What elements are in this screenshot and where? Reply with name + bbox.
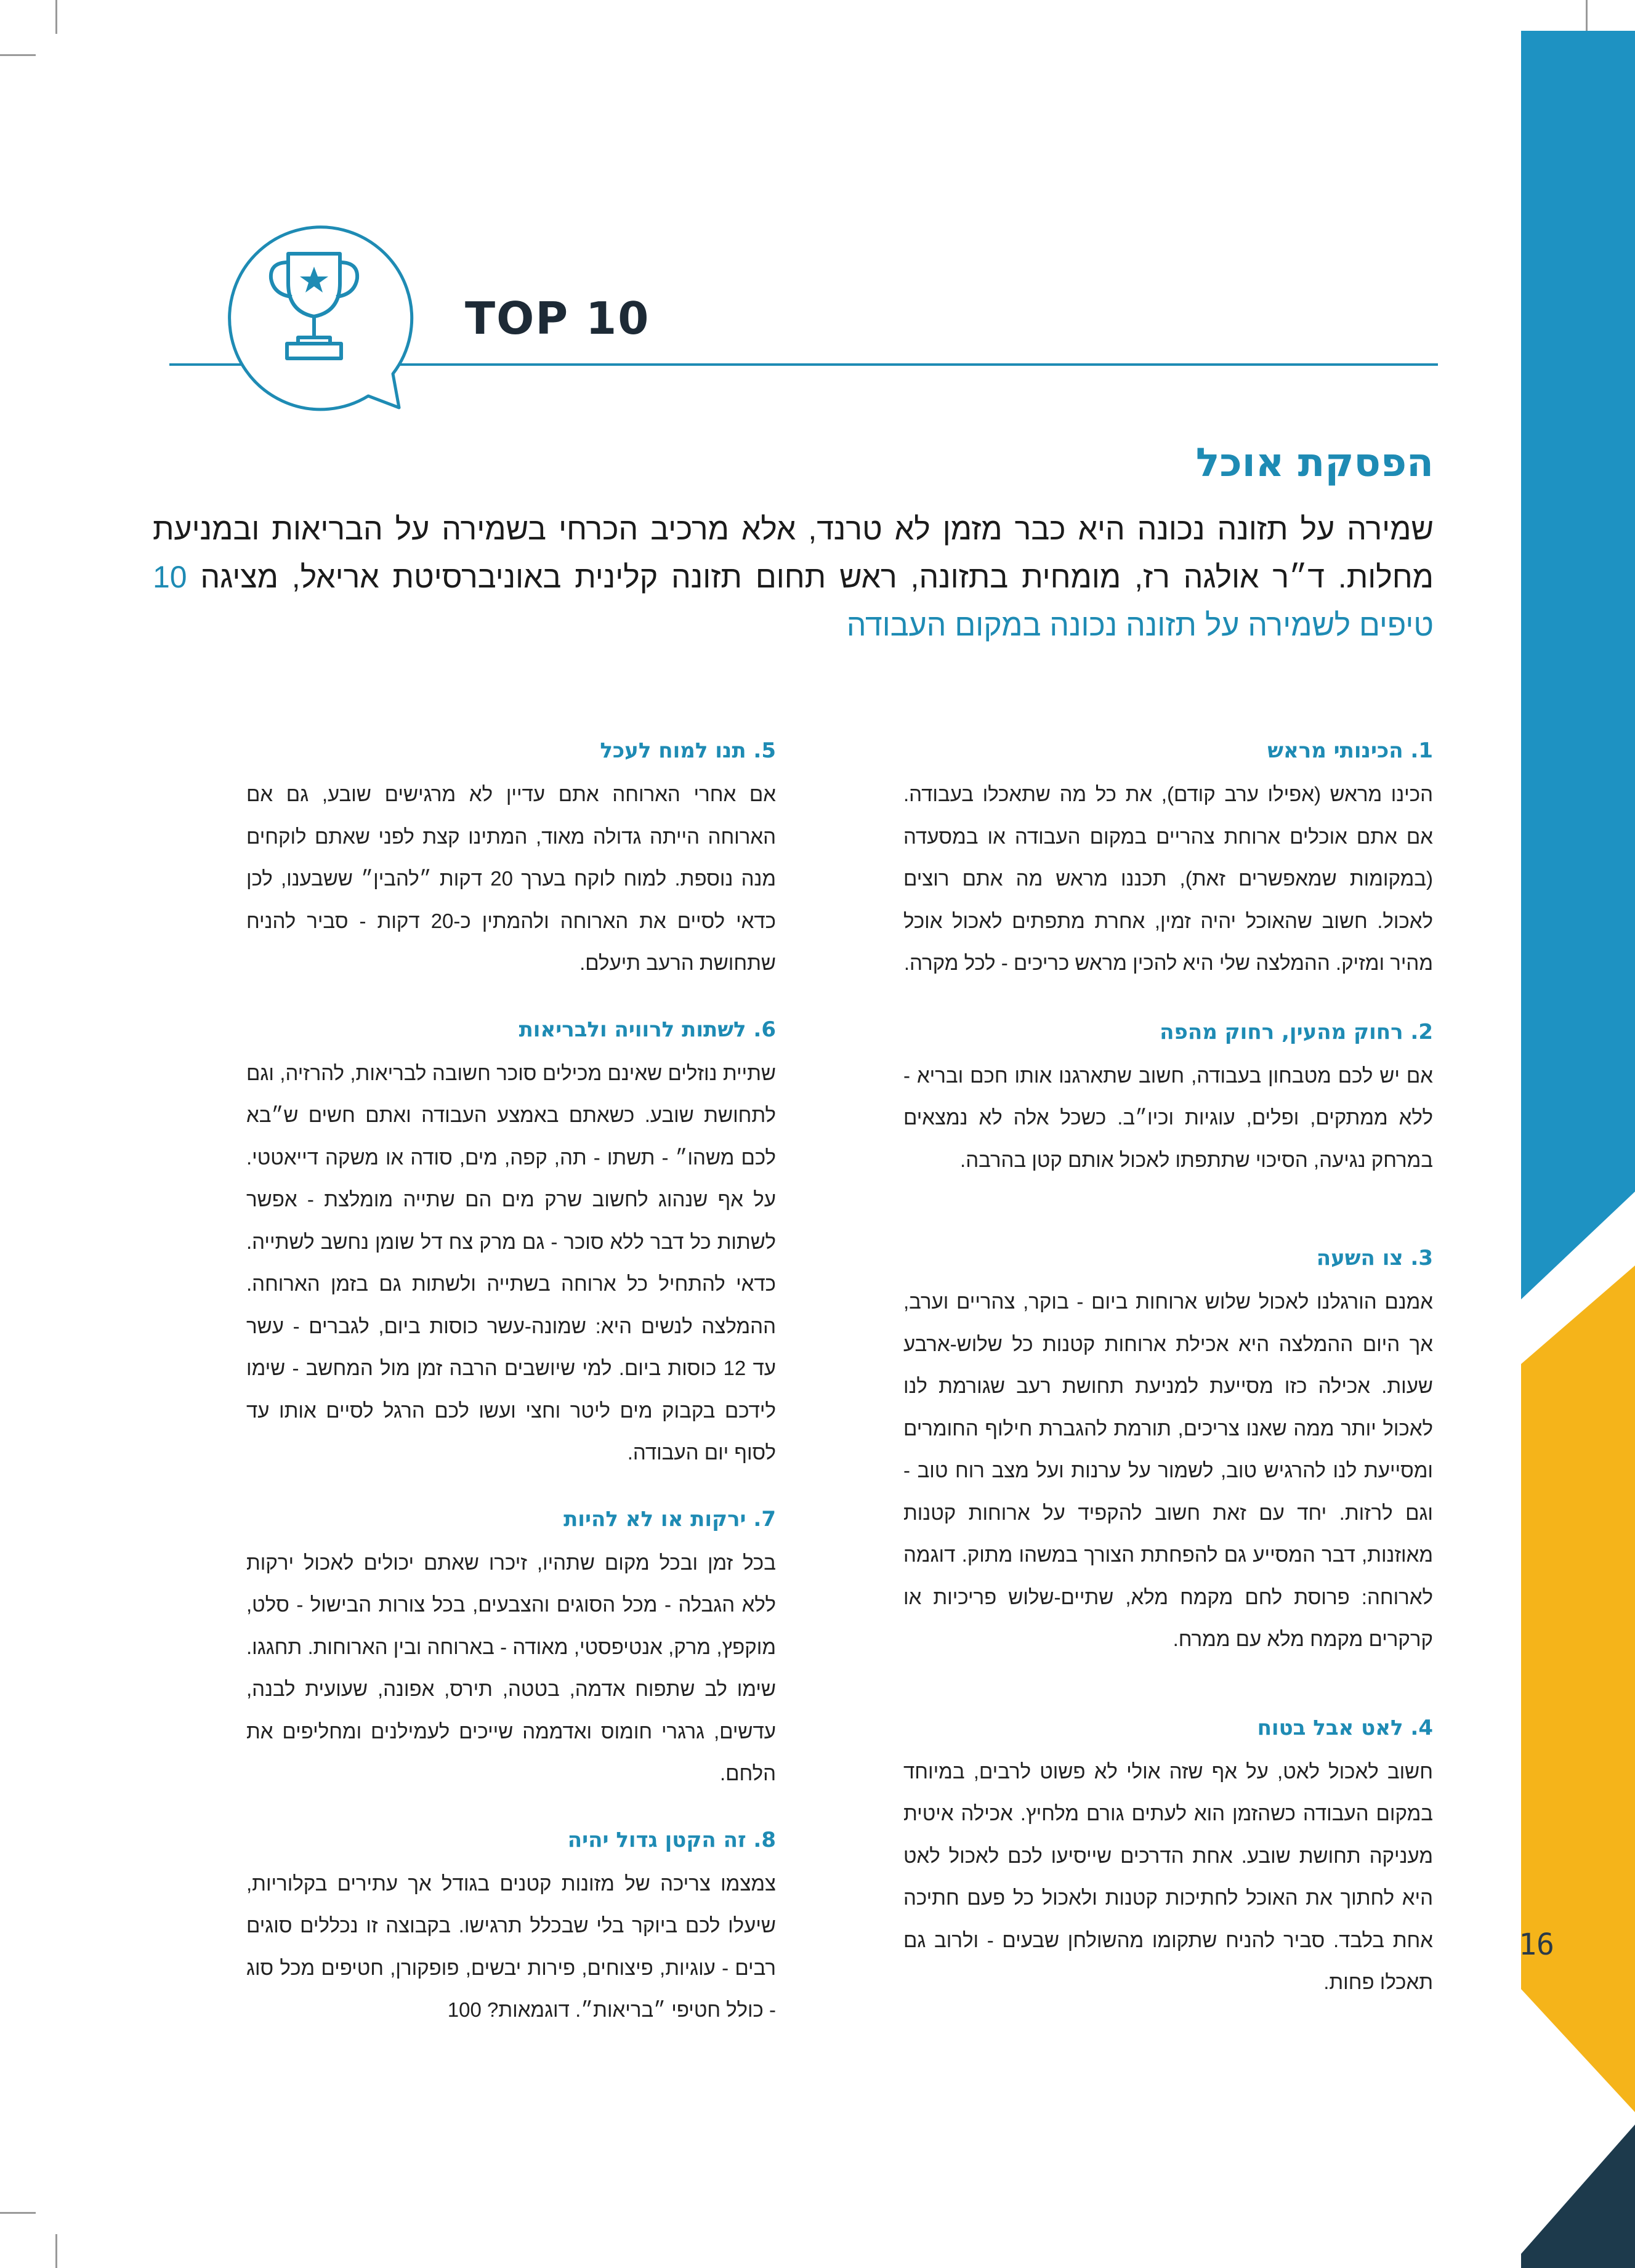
tip-body: הכינו מראש (אפילו ערב קודם), את כל מה שתאכלו בעבודה. אם אתם אוכלים ארוחת צהריים במקום העבודה או במסעדה (במקומות שמאפשרים זאת), תכננו מראש מה אתם רוצים לאכול. חשוב שהאוכל יהיה זמין, אחרת מתפתים לאכול אוכל מהיר ומזיק. ההמלצה שלי היא להכין מראש כריכים - לכל מקרה. xyxy=(903,783,1433,974)
tip-heading: 4. לאט אבל בטוח xyxy=(1257,1715,1433,1740)
band-yellow-segment xyxy=(1521,1265,1635,2112)
crop-mark xyxy=(55,0,57,34)
crop-mark xyxy=(0,2212,36,2214)
tip-body: בכל זמן ובכל מקום שתהיו, זיכרו שאתם יכולים לאכול ירקות ללא הגבלה - מכל הסוגים והצבעים, בכל צורות הבישול - סלט, מוקפץ, מרק, אנטיפסטי, מאודה - בארוחה ובין הארוחות. תחגגו. שימו לב שתפוח אדמה, בטטה, תירס, אפונה, שעועית לבנה, עדשים, גרגרי חומוס ואדממה שייכים לעמילנים ומחליפים את הלחם. xyxy=(246,1551,776,1785)
top10-badge-text: TOP 10 xyxy=(465,293,650,344)
tip-body: חשוב לאכול לאט, על אף שזה אולי לא פשוט לרבים, במיוחד במקום העבודה כשהזמן הוא לעתים גורם מלחיץ. אכילה איטית מעניקה תחושת שובע. אחת הדרכים שייסיעו לכם לאכול לאט היא לחתוך את האוכל לחתיכות קטנות ולאכול כל פעם חתיכה אחת בלבד. סביר להניח שתקומו מהשולחן שבעים - ולרוב גם תאכלו פחות. xyxy=(903,1759,1433,1993)
tip-section xyxy=(246,1822,776,2032)
band-navy-segment xyxy=(1521,2125,1635,2268)
crop-mark xyxy=(0,54,36,56)
page-number: 16 xyxy=(1519,1927,1554,1962)
crop-mark xyxy=(55,2234,57,2268)
tip-heading: 5. תנו למוח לעכל xyxy=(600,738,776,763)
column-left xyxy=(246,733,776,2059)
tip-heading: 6. לשתות לרוויה ולבריאות xyxy=(519,1017,776,1042)
tip-body: אם יש לכם מטבחון בעבודה, חשוב שתארגנו אותו חכם ובריא - ללא ממתקים, ופלים, עוגיות וכיו״ב. כשכל אלה לא נמצאים במרחק נגיעה, הסיכוי שתתפתו לאכול אותם קטן בהרבה. xyxy=(903,1063,1433,1171)
tip-section xyxy=(903,1240,1433,1661)
article-intro xyxy=(153,505,1434,649)
tip-heading: 1. הכינותי מראש xyxy=(1267,738,1433,763)
tip-heading: 8. זה הקטן גדול יהיה xyxy=(567,1827,776,1852)
tip-body: שתיית נוזלים שאינם מכילים סוכר חשובה לבריאות, להרזיה, וגם לתחושת שובע. כשאתם באמצע העבודה ואתם חשים ש״בא לכם משהו״ - תשתו - תה, קפה, מים, סודה או משקה דייאטטי. על אף שנהוג לחשוב שרק מים הם שתייה מומלצת - אפשר לשתות כל דבר ללא סוכר - גם מרק צח דל שומן נחשב לשתייה. כדאי להתחיל כל ארוחה בשתייה ולשתות גם בזמן הארוחה. ההמלצה לנשים היא: שמונה-עשר כוסות ביום, לגברים - עשר עד 12 כוסות ביום. למי שיושבים הרבה זמן מול המחשב - שימו לידכם בקבוק מים ליטר וחצי ועשו לכם הרגל לסיים אותו עד לסוף יום העבודה. xyxy=(246,1061,776,1464)
tip-body: אמנם הורגלנו לאכול שלוש ארוחות ביום - בוקר, צהריים וערב, אך היום ההמלצה היא אכילת ארוחות קטנות כל שלוש-ארבע שעות. אכילה כזו מסייעת למניעת תחושת רעב שגורמת לנו לאכול יותר ממה שאנו צריכים, תורמת להגברת חילוף החומרים ומסייעת לנו להרגיש טוב, לשמור על ערנות ועל מצב רוח טוב - וגם לרזות. יחד עם זאת חשוב להקפיד על ארוחות קטנות מאוזנות, דבר המסייע גם להפחתת הצורך במשהו מתוק. דוגמה לארוחה: פרוסת לחם מקמח מלא, שתיים-שלוש פריכיות או קרקרים מקמח מלא עם ממרח. xyxy=(903,1290,1433,1650)
intro-line-1: שמירה על תזונה נכונה היא כבר מזמן לא טרנד, אלא מרכיב הכרחי בשמירה על הבריאות ובמניעת מחלות. xyxy=(153,512,1434,594)
band-blue-segment xyxy=(1521,31,1635,1299)
header-graphic xyxy=(166,197,1441,419)
tip-body: אם אחרי הארוחה אתם עדיין לא מרגישים שובע, גם אם הארוחה הייתה גדולה מאוד, המתינו קצת לפני שאתם לוקחים מנה נוספת. למוח לוקח בערך 20 דקות ״להבין״ ששבענו, לכן כדאי לסיים את הארוחה ולהמתין כ-20 דקות - סביר להניח שתחושת הרעב תיעלם. xyxy=(246,783,777,974)
tip-section xyxy=(903,1014,1433,1182)
column-right xyxy=(903,733,1433,2031)
article-title: הפסקת אוכל xyxy=(1195,440,1434,486)
intro-line-2: ד״ר אולגה רז, מומחית בתזונה, ראש תחום תזונה קלינית באוניברסיטת אריאל, מציגה xyxy=(187,560,1325,594)
tip-section xyxy=(246,733,776,985)
tip-heading: 3. צו השעה xyxy=(1316,1246,1433,1270)
tip-section xyxy=(246,1501,776,1795)
tip-heading: 7. ירקות או לא להיות xyxy=(563,1506,776,1532)
tip-section xyxy=(903,1710,1433,2004)
tip-section xyxy=(903,733,1433,985)
intro-highlight: 10 טיפים לשמירה על תזונה נכונה במקום העבודה xyxy=(153,560,1434,642)
tip-heading: 2. רחוק מהעין, רחוק מהפה xyxy=(1160,1019,1433,1044)
tip-body: צמצמו צריכה של מזונות קטנים בגודל אך עתירים בקלוריות, שיעלו לכם ביוקר בלי שבכלל תרגישו. בקבוצה זו נכללים סוגים רבים - עוגיות, פיצוחים, פירות יבשים, פופקורן, חטיפים מכל סוג - כולל חטיפי ״בריאות״. דוגמאות? 100 xyxy=(246,1871,776,2021)
tip-section xyxy=(246,1012,776,1474)
